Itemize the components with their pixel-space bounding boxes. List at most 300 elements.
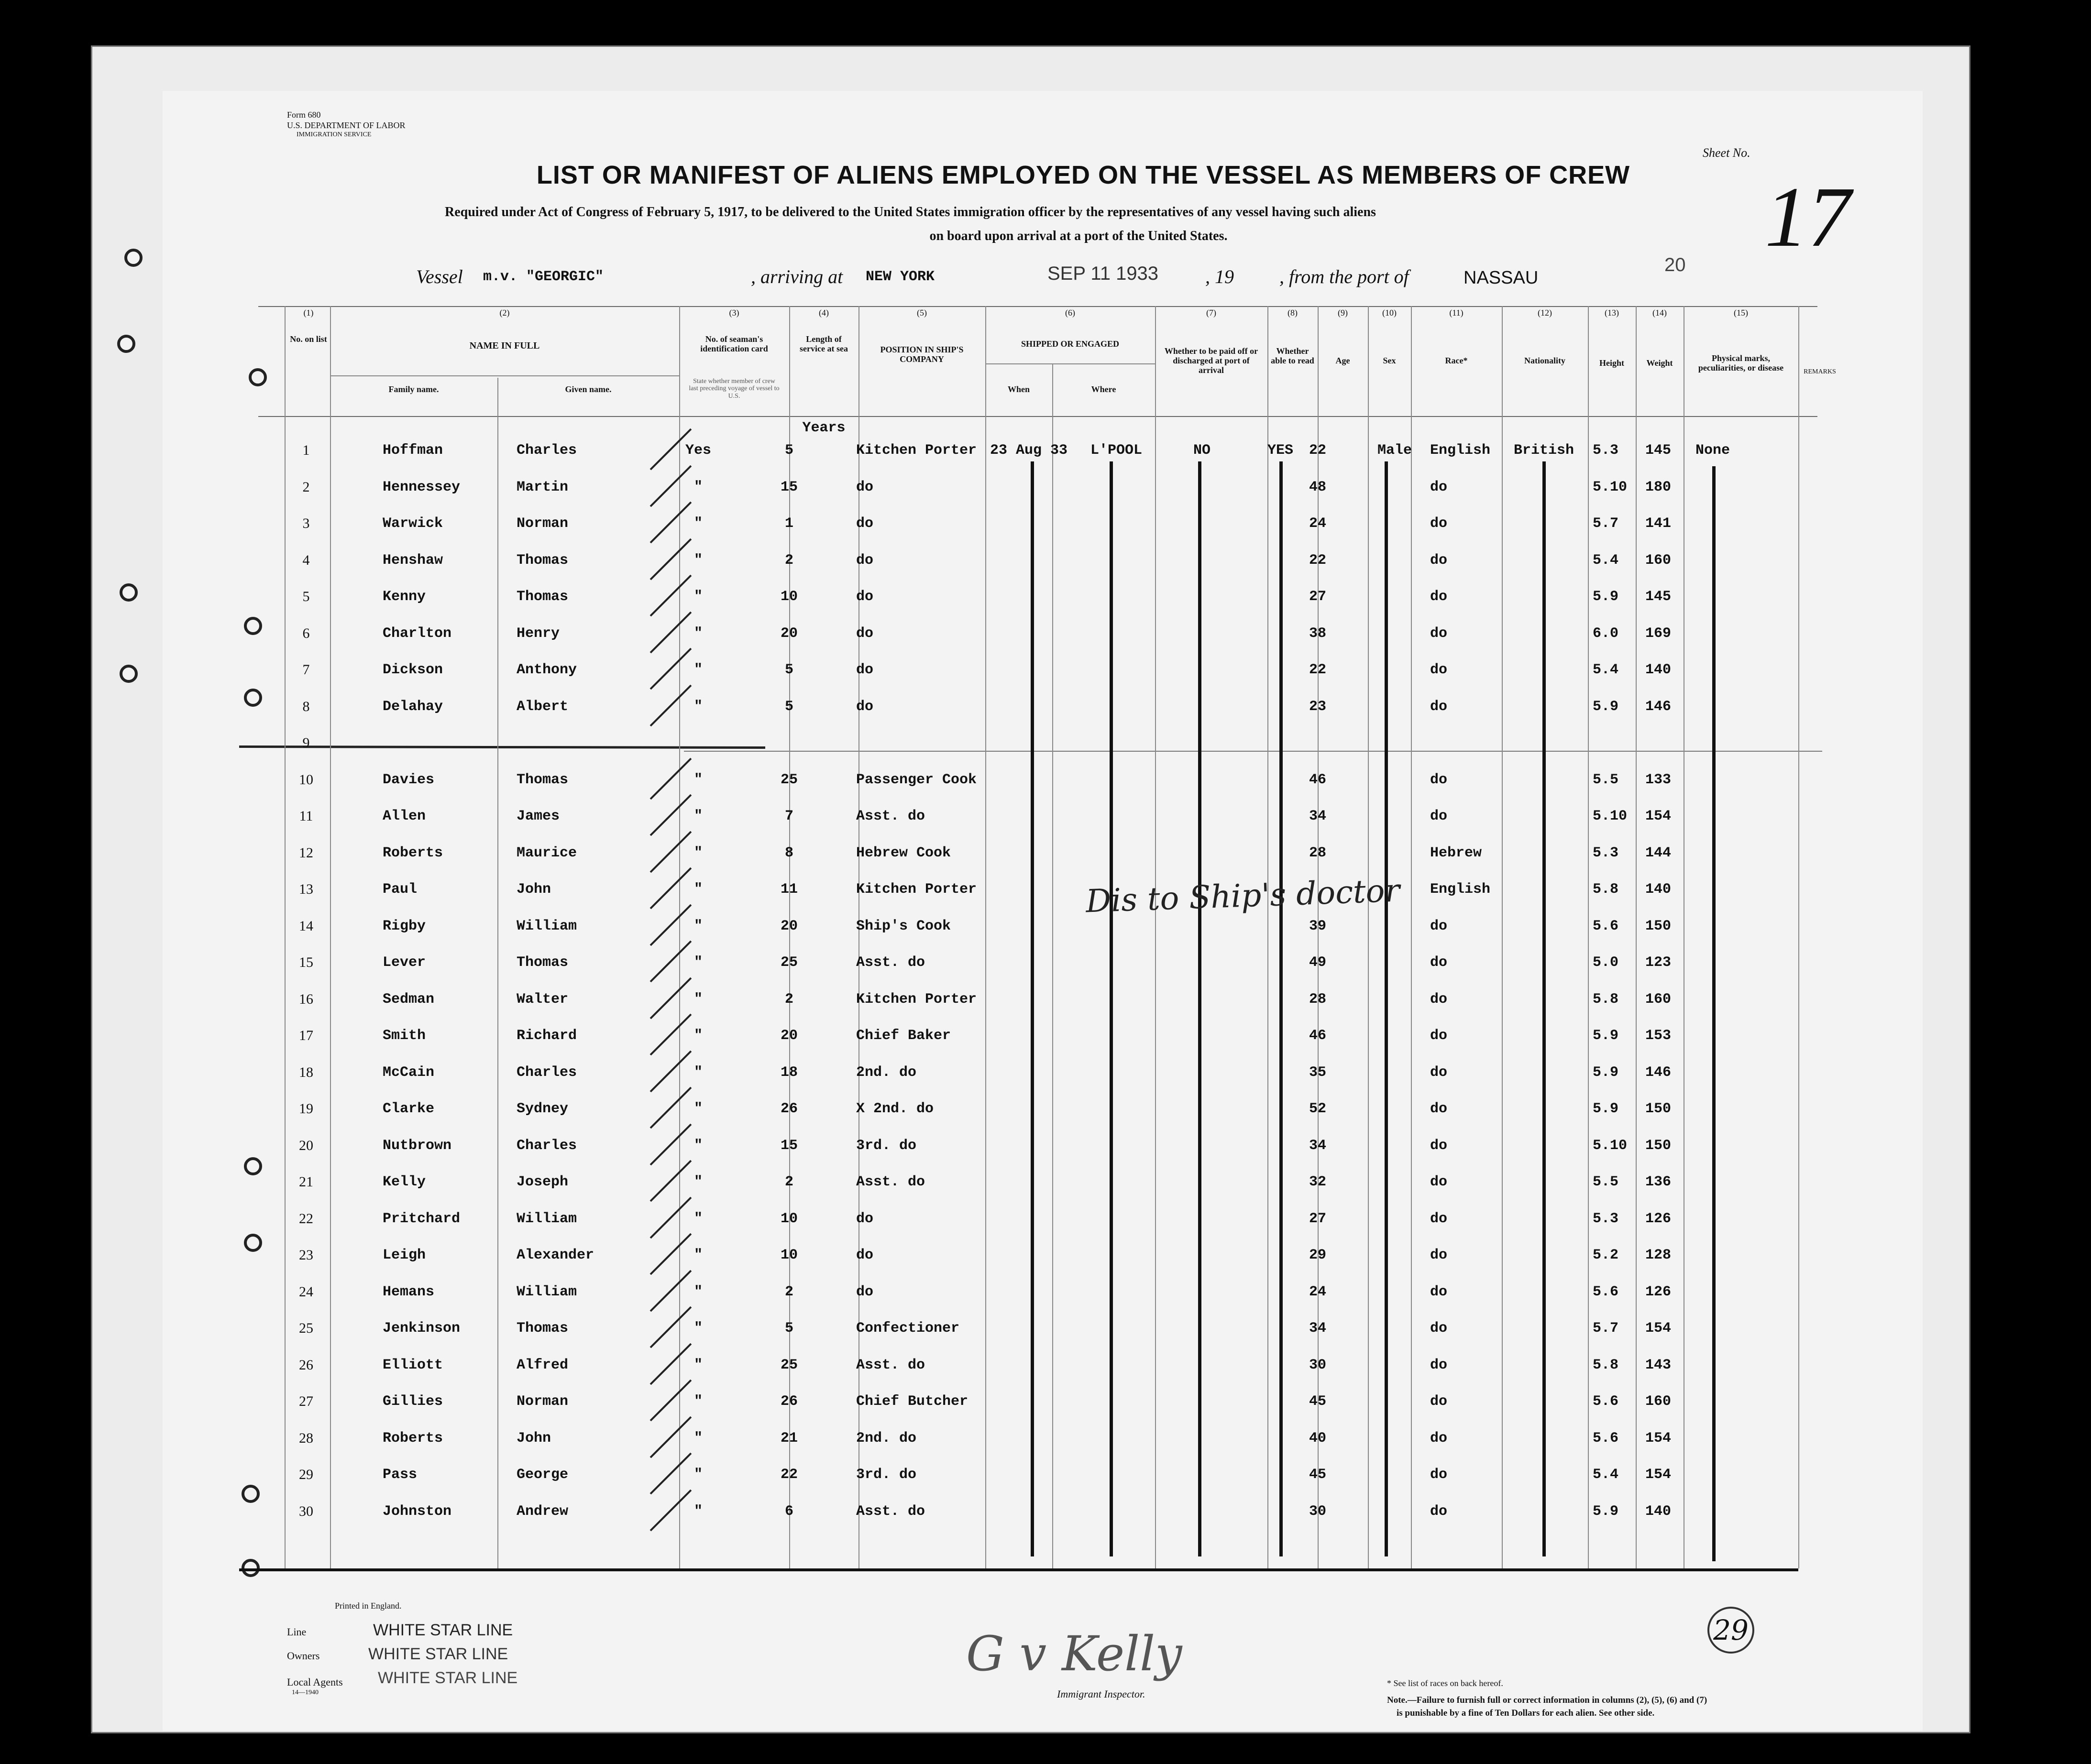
- table-header-rule: [258, 416, 1817, 417]
- cell-age: 30: [1309, 1503, 1326, 1520]
- cell-years: 1: [784, 515, 793, 532]
- inspector-label: Immigrant Inspector.: [1057, 1688, 1145, 1700]
- cell-card: Yes: [685, 442, 711, 459]
- col13-header: Height: [1599, 358, 1624, 368]
- row-rule: [684, 751, 1822, 752]
- col1-num: (1): [303, 308, 314, 318]
- col-divider: [1588, 306, 1589, 1568]
- cell-height: 5.9: [1593, 1028, 1619, 1044]
- cell-position: 2nd. do: [856, 1064, 917, 1081]
- cell-weight: 180: [1645, 479, 1672, 495]
- col1-header: No. on list: [290, 334, 327, 344]
- cell-family: Hennessey: [383, 479, 461, 495]
- cell-years: 15: [780, 1137, 798, 1154]
- cell-given: John: [517, 881, 551, 898]
- cell-height: 5.9: [1593, 698, 1619, 715]
- arriving-label: , arriving at: [751, 266, 843, 287]
- punch-hole: [249, 368, 267, 386]
- cell-card: ": [693, 844, 703, 861]
- cell-height: 5.5: [1593, 771, 1619, 788]
- cell-family: Nutbrown: [383, 1137, 452, 1154]
- cell-position: Kitchen Porter: [856, 991, 977, 1008]
- cell-race: English: [1430, 442, 1491, 459]
- cell-weight: 126: [1645, 1283, 1672, 1300]
- remarks-header: REMARKS: [1804, 368, 1836, 375]
- printed-note: Printed in England.: [335, 1601, 402, 1611]
- cell-weight: 141: [1645, 515, 1672, 532]
- cell-family: Roberts: [383, 844, 443, 861]
- cell-weight: 154: [1645, 1430, 1672, 1446]
- cell-family: Hemans: [383, 1283, 435, 1300]
- cell-family: Davies: [383, 771, 435, 788]
- cell-height: 5.3: [1593, 442, 1619, 459]
- cell-race: do: [1430, 1210, 1448, 1227]
- cell-no: 12: [299, 844, 313, 861]
- manifest-subtitle-2: on board upon arrival at a port of the United States.: [929, 229, 1228, 243]
- cell-family: Pritchard: [383, 1210, 461, 1227]
- cell-race: do: [1430, 1101, 1448, 1117]
- cell-race: do: [1430, 1320, 1448, 1337]
- cell-weight: 160: [1645, 991, 1672, 1008]
- cell-age: 48: [1309, 479, 1326, 495]
- cell-family: Kelly: [383, 1174, 426, 1190]
- cell-weight: 169: [1645, 625, 1672, 642]
- cell-age: 34: [1309, 808, 1326, 824]
- cell-position: Passenger Cook: [856, 771, 977, 788]
- cell-position: Asst. do: [856, 808, 925, 824]
- cell-family: Roberts: [383, 1430, 443, 1446]
- cell-height: 5.6: [1593, 918, 1619, 934]
- punch-hole: [120, 583, 138, 602]
- cell-age: 39: [1309, 918, 1326, 934]
- cell-race: do: [1430, 625, 1448, 642]
- cell-given: Walter: [517, 991, 569, 1008]
- cell-where: L'POOL: [1090, 442, 1143, 459]
- col-divider: [1502, 306, 1503, 1568]
- col-divider: [285, 306, 286, 1568]
- cell-no: 30: [299, 1503, 313, 1519]
- form-code: 14—1940: [292, 1689, 319, 1696]
- cell-race: do: [1430, 479, 1448, 495]
- cell-height: 5.8: [1593, 881, 1619, 898]
- cell-years: 5: [784, 698, 793, 715]
- cell-no: 2: [302, 479, 310, 495]
- service: IMMIGRATION SERVICE: [297, 131, 372, 138]
- inspector-signature: G v Kelly: [966, 1626, 1182, 1682]
- cell-given: William: [517, 1283, 577, 1300]
- cell-given: Charles: [517, 1064, 577, 1081]
- cell-age: 34: [1309, 1137, 1326, 1154]
- from-label: , from the port of: [1279, 266, 1409, 287]
- cell-card: ": [693, 552, 703, 569]
- cell-age: 22: [1309, 662, 1326, 678]
- cell-height: 6.0: [1593, 625, 1619, 642]
- cell-given: William: [517, 1210, 577, 1227]
- cell-weight: 160: [1645, 1393, 1672, 1410]
- cell-marks: None: [1695, 442, 1730, 459]
- cell-given: Richard: [517, 1028, 577, 1044]
- cell-race: do: [1430, 1430, 1448, 1446]
- cell-position: 3rd. do: [856, 1467, 917, 1483]
- cell-position: Chief Butcher: [856, 1393, 968, 1410]
- cell-height: 5.9: [1593, 1503, 1619, 1520]
- cell-position: do: [856, 1283, 874, 1300]
- col-divider: [985, 306, 986, 1568]
- cell-height: 5.6: [1593, 1430, 1619, 1446]
- cell-position: do: [856, 1247, 874, 1263]
- cell-position: do: [856, 515, 874, 532]
- col9-num: (9): [1338, 308, 1348, 318]
- cell-height: 5.3: [1593, 844, 1619, 861]
- table-bottom-rule: [239, 1568, 1798, 1571]
- cell-years: 7: [784, 808, 793, 824]
- cell-height: 5.9: [1593, 589, 1619, 605]
- col-divider: [1267, 306, 1268, 1568]
- cell-years: 21: [780, 1430, 798, 1446]
- race-note: * See list of races on back hereof.: [1387, 1678, 1503, 1688]
- vessel-name: m.v. "GEORGIC": [483, 269, 604, 285]
- cell-weight: 150: [1645, 1101, 1672, 1117]
- cell-position: 3rd. do: [856, 1137, 917, 1154]
- cell-height: 5.10: [1593, 479, 1628, 495]
- col10-num: (10): [1382, 308, 1397, 318]
- cell-weight: 140: [1645, 881, 1672, 898]
- cell-years: 2: [784, 991, 793, 1008]
- cell-height: 5.10: [1593, 1137, 1628, 1154]
- cell-given: Anthony: [517, 662, 577, 678]
- col12-num: (12): [1538, 308, 1552, 318]
- cell-no: 1: [302, 442, 310, 458]
- sheet-number: 17: [1765, 169, 1851, 264]
- cell-race: do: [1430, 1283, 1448, 1300]
- punch-hole: [117, 335, 135, 353]
- col5-header: POSITION IN SHIP'S COMPANY: [880, 345, 964, 364]
- cell-position: do: [856, 625, 874, 642]
- vessel-label: Vessel: [416, 266, 463, 287]
- col11-num: (11): [1449, 308, 1464, 318]
- cell-weight: 154: [1645, 808, 1672, 824]
- cell-height: 5.9: [1593, 1101, 1619, 1117]
- cell-race: English: [1430, 881, 1491, 898]
- cell-position: Chief Baker: [856, 1028, 951, 1044]
- cell-family: Smith: [383, 1028, 426, 1044]
- cell-race: do: [1430, 1503, 1448, 1520]
- cell-weight: 150: [1645, 1137, 1672, 1154]
- cell-years: 20: [780, 918, 798, 934]
- cell-given: William: [517, 918, 577, 934]
- cell-family: Hoffman: [383, 442, 443, 459]
- form-number: Form 680: [287, 110, 321, 120]
- cell-height: 5.8: [1593, 1357, 1619, 1373]
- cell-given: Thomas: [517, 954, 569, 971]
- cell-family: Warwick: [383, 515, 443, 532]
- cell-card: ": [693, 881, 703, 898]
- cell-nat: British: [1514, 442, 1574, 459]
- punch-hole: [244, 1157, 262, 1175]
- col-divider: [1318, 306, 1319, 1568]
- cell-years: 8: [784, 844, 793, 861]
- cell-weight: 123: [1645, 954, 1672, 971]
- cell-age: 23: [1309, 698, 1326, 715]
- cell-years: 20: [780, 625, 798, 642]
- cell-card: ": [693, 1064, 703, 1081]
- cell-no: 22: [299, 1210, 313, 1227]
- cell-height: 5.7: [1593, 515, 1619, 532]
- cell-age: 29: [1309, 1247, 1326, 1263]
- col-divider: [1798, 306, 1799, 1568]
- cell-given: Thomas: [517, 552, 569, 569]
- cell-no: 6: [302, 625, 310, 641]
- cell-years: 5: [784, 442, 793, 459]
- from-port: NASSAU: [1464, 268, 1539, 288]
- cell-card: ": [693, 1137, 703, 1154]
- ditto-line-marks: [1712, 466, 1716, 1561]
- cell-weight: 144: [1645, 844, 1672, 861]
- col8-num: (8): [1288, 308, 1298, 318]
- cell-race: do: [1430, 1028, 1448, 1044]
- agents-label: Local Agents: [287, 1676, 343, 1688]
- cell-position: Kitchen Porter: [856, 881, 977, 898]
- cell-given: Joseph: [517, 1174, 569, 1190]
- date-stamp: SEP 11 1933: [1047, 263, 1159, 284]
- cell-family: Charlton: [383, 625, 452, 642]
- cell-position: do: [856, 552, 874, 569]
- cell-no: 8: [302, 698, 310, 714]
- cell-family: Gillies: [383, 1393, 443, 1410]
- ditto-line-sex: [1385, 461, 1388, 1556]
- cell-given: Thomas: [517, 589, 569, 605]
- col4-header: Length of service at sea: [800, 334, 848, 353]
- cell-family: Kenny: [383, 589, 426, 605]
- cell-weight: 153: [1645, 1028, 1672, 1044]
- cell-no: 28: [299, 1430, 313, 1446]
- years-unit: Years: [802, 420, 846, 436]
- name-subheader-rule: [330, 375, 679, 376]
- cell-position: X 2nd. do: [856, 1101, 934, 1117]
- cell-weight: 128: [1645, 1247, 1672, 1263]
- cell-age: 30: [1309, 1357, 1326, 1373]
- cell-position: Asst. do: [856, 1174, 925, 1190]
- cell-weight: 154: [1645, 1467, 1672, 1483]
- col9-header: Age: [1335, 356, 1350, 365]
- col6-num: (6): [1065, 308, 1075, 318]
- cell-card: ": [693, 1210, 703, 1227]
- cell-age: 24: [1309, 1283, 1326, 1300]
- cell-card: ": [693, 1467, 703, 1483]
- punch-hole: [242, 1559, 260, 1577]
- cell-card: ": [693, 1393, 703, 1410]
- cell-position: do: [856, 662, 874, 678]
- cell-no: 4: [302, 552, 310, 568]
- cell-no: 25: [299, 1320, 313, 1336]
- cell-race: do: [1430, 1137, 1448, 1154]
- cell-position: do: [856, 589, 874, 605]
- cell-given: Sydney: [517, 1101, 569, 1117]
- cell-no: 3: [302, 515, 310, 531]
- cell-height: 5.2: [1593, 1247, 1619, 1263]
- col-divider: [1155, 306, 1156, 1568]
- cell-weight: 133: [1645, 771, 1672, 788]
- col-divider: [679, 306, 680, 1568]
- cell-race: do: [1430, 1393, 1448, 1410]
- col2-num: (2): [499, 308, 510, 318]
- cell-weight: 160: [1645, 552, 1672, 569]
- col-divider: [1368, 306, 1369, 1568]
- cell-age: 38: [1309, 625, 1326, 642]
- cell-given: Norman: [517, 515, 569, 532]
- cell-years: 10: [780, 1247, 798, 1263]
- cell-years: 10: [780, 589, 798, 605]
- col14-num: (14): [1652, 308, 1667, 318]
- cell-card: ": [693, 1028, 703, 1044]
- cell-years: 20: [780, 1028, 798, 1044]
- cell-card: ": [693, 589, 703, 605]
- cell-race: Hebrew: [1430, 844, 1482, 861]
- cell-race: do: [1430, 589, 1448, 605]
- manifest-title: LIST OR MANIFEST OF ALIENS EMPLOYED ON THE VESSEL AS MEMBERS OF CREW: [536, 161, 1630, 189]
- ditto-line-read: [1279, 461, 1283, 1556]
- cell-height: 5.4: [1593, 1467, 1619, 1483]
- cell-height: 5.6: [1593, 1393, 1619, 1410]
- cell-card: ": [693, 771, 703, 788]
- cell-family: McCain: [383, 1064, 435, 1081]
- cell-family: Clarke: [383, 1101, 435, 1117]
- cell-given: Henry: [517, 625, 560, 642]
- cell-no: 21: [299, 1174, 313, 1190]
- cell-no: 29: [299, 1467, 313, 1482]
- cell-no: 7: [302, 662, 310, 678]
- cell-card: ": [693, 1357, 703, 1373]
- cell-age: 32: [1309, 1174, 1326, 1190]
- cell-position: Asst. do: [856, 1357, 925, 1373]
- cell-weight: 150: [1645, 918, 1672, 934]
- cell-no: 26: [299, 1357, 313, 1373]
- col15-header: Physical marks, peculiarities, or disease: [1698, 353, 1784, 373]
- cell-family: Leigh: [383, 1247, 426, 1263]
- cell-height: 5.3: [1593, 1210, 1619, 1227]
- cell-given: Norman: [517, 1393, 569, 1410]
- cell-card: ": [693, 954, 703, 971]
- cell-family: Delahay: [383, 698, 443, 715]
- line-stamp: WHITE STAR LINE: [373, 1621, 513, 1639]
- cell-card: ": [693, 515, 703, 532]
- col-divider: [1411, 306, 1412, 1568]
- cell-position: Hebrew Cook: [856, 844, 951, 861]
- cell-card: ": [693, 1320, 703, 1337]
- cell-weight: 146: [1645, 698, 1672, 715]
- cell-years: 22: [780, 1467, 798, 1483]
- cell-race: do: [1430, 771, 1448, 788]
- col6-when: When: [1007, 384, 1030, 394]
- cell-race: do: [1430, 1064, 1448, 1081]
- cell-card: ": [693, 1247, 703, 1263]
- cell-height: 5.7: [1593, 1320, 1619, 1337]
- cell-age: 22: [1309, 552, 1326, 569]
- cell-years: 2: [784, 1174, 793, 1190]
- cell-race: do: [1430, 918, 1448, 934]
- cell-years: 25: [780, 1357, 798, 1373]
- cell-weight: 140: [1645, 662, 1672, 678]
- cell-height: 5.8: [1593, 991, 1619, 1008]
- cell-years: 5: [784, 662, 793, 678]
- cell-position: Kitchen Porter: [856, 442, 977, 459]
- cell-family: Lever: [383, 954, 426, 971]
- cell-weight: 126: [1645, 1210, 1672, 1227]
- cell-given: Charles: [517, 1137, 577, 1154]
- cell-height: 5.4: [1593, 552, 1619, 569]
- cell-years: 26: [780, 1101, 798, 1117]
- col6-header: SHIPPED OR ENGAGED: [1021, 339, 1120, 349]
- cell-card: ": [693, 1283, 703, 1300]
- cell-race: do: [1430, 1247, 1448, 1263]
- cell-age: 45: [1309, 1467, 1326, 1483]
- cell-given: James: [517, 808, 560, 824]
- col-divider: [1052, 363, 1053, 1568]
- col7-header: Whether to be paid off or discharged at port of arrival: [1164, 346, 1258, 375]
- cell-family: Elliott: [383, 1357, 443, 1373]
- cell-card: ": [693, 1503, 703, 1520]
- cell-given: Maurice: [517, 844, 577, 861]
- cell-race: do: [1430, 808, 1448, 824]
- cell-family: Henshaw: [383, 552, 443, 569]
- cell-age: 28: [1309, 991, 1326, 1008]
- punch-hole: [124, 249, 143, 267]
- cell-sex: Male: [1377, 442, 1412, 459]
- cell-weight: 143: [1645, 1357, 1672, 1373]
- cell-years: 2: [784, 552, 793, 569]
- cell-when: 23 Aug 33: [990, 442, 1068, 459]
- cell-given: Albert: [517, 698, 569, 715]
- col-divider: [1636, 306, 1637, 1568]
- cell-years: 26: [780, 1393, 798, 1410]
- line-label: Line: [287, 1626, 307, 1638]
- col5-num: (5): [917, 308, 927, 318]
- year-suffix: 20: [1664, 254, 1686, 275]
- cell-age: 49: [1309, 954, 1326, 971]
- cell-no: 18: [299, 1064, 313, 1080]
- cell-race: do: [1430, 662, 1448, 678]
- cell-position: Confectioner: [856, 1320, 960, 1337]
- department: U.S. DEPARTMENT OF LABOR: [287, 121, 406, 130]
- cell-age: 35: [1309, 1064, 1326, 1081]
- cell-weight: 154: [1645, 1320, 1672, 1337]
- col-divider: [858, 306, 859, 1568]
- punch-hole: [244, 689, 262, 707]
- col2-header: NAME IN FULL: [469, 340, 540, 351]
- cell-position: Asst. do: [856, 954, 925, 971]
- cell-card: ": [693, 918, 703, 934]
- cell-height: 5.9: [1593, 1064, 1619, 1081]
- cell-card: ": [693, 1101, 703, 1117]
- cell-race: do: [1430, 954, 1448, 971]
- cell-card: ": [693, 808, 703, 824]
- cell-family: Rigby: [383, 918, 426, 934]
- cell-race: do: [1430, 1467, 1448, 1483]
- cell-height: 5.10: [1593, 808, 1628, 824]
- cell-card: ": [693, 625, 703, 642]
- cell-no: 17: [299, 1028, 313, 1043]
- cell-position: do: [856, 1210, 874, 1227]
- cell-family: Sedman: [383, 991, 435, 1008]
- cell-age: 52: [1309, 1101, 1326, 1117]
- punch-hole: [244, 1234, 262, 1252]
- cell-race: do: [1430, 698, 1448, 715]
- cell-given: Thomas: [517, 771, 569, 788]
- cell-card: ": [693, 698, 703, 715]
- cell-years: 5: [784, 1320, 793, 1337]
- owners-stamp: WHITE STAR LINE: [368, 1645, 508, 1663]
- cell-no: 9: [302, 735, 310, 751]
